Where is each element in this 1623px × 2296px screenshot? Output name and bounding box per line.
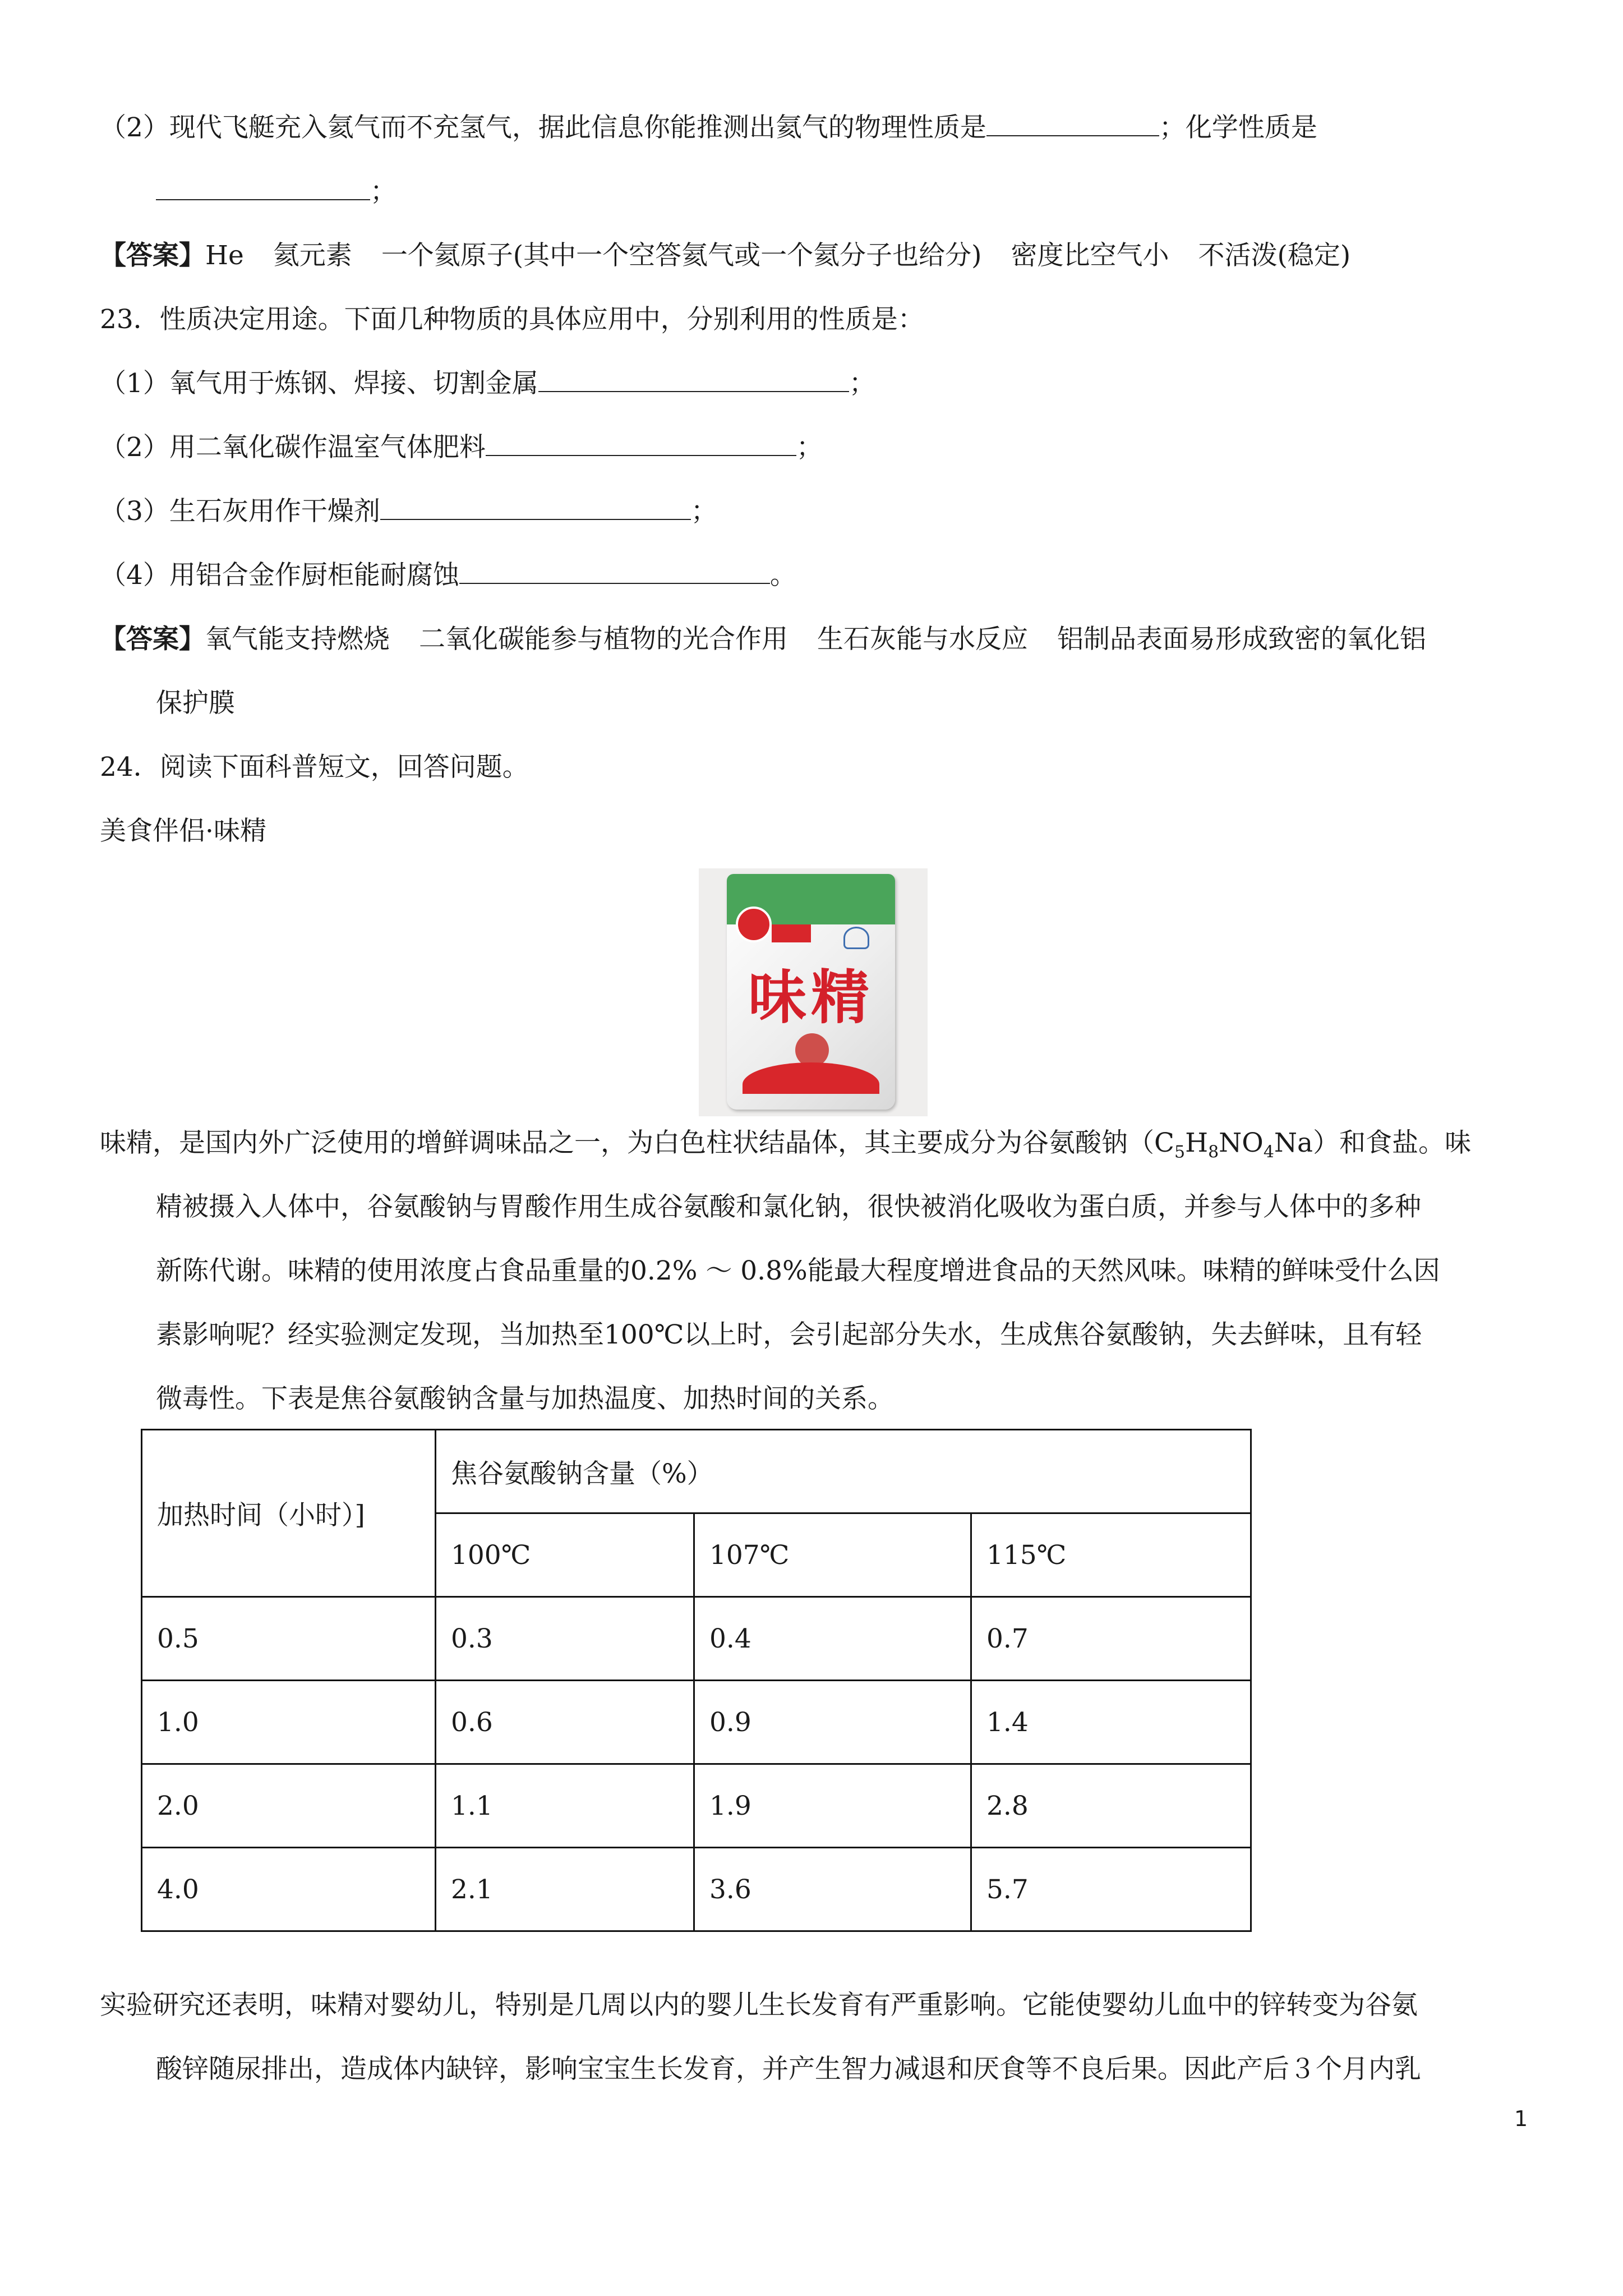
- value-cell: 0.9: [694, 1681, 971, 1764]
- bag-ribbon: [743, 1062, 879, 1094]
- para1-line5: 微毒性。下表是焦谷氨酸钠含量与加热温度、加热时间的关系。: [156, 1383, 894, 1414]
- table-row: [142, 1597, 1251, 1681]
- q22-answer: 【答案】He 氦元素 一个氦原子(其中一个空答氦气或一个氦分子也给分) 密度比空气小 不活泼(稳定): [100, 240, 1351, 271]
- bag-brand-mark: [772, 924, 811, 942]
- answer-blank[interactable]: [459, 560, 770, 584]
- para1-line1: 味精，是国内外广泛使用的增鲜调味品之一，为白色柱状结晶体，其主要成分为谷氨酸钠$(C_5H_8NO_4Na)$和食盐。味: [100, 1128, 1472, 1162]
- q22-part2-line2: ；: [156, 175, 396, 209]
- msg-bag-figure: [699, 868, 928, 1116]
- value-cell: 1.4: [971, 1681, 1251, 1764]
- value-cell: 1.1: [436, 1764, 694, 1848]
- page-number: 1: [1514, 2106, 1528, 2131]
- answer-tag: 【答案】: [100, 240, 205, 271]
- pyroglutamate-table: [141, 1429, 1252, 1932]
- bag-logo-icon: [736, 907, 772, 942]
- article-title: 美食伴侣·味精: [100, 816, 266, 846]
- answer-blank[interactable]: [538, 369, 849, 392]
- answer-blank[interactable]: [986, 113, 1159, 136]
- table-row: [142, 1848, 1251, 1931]
- q23-item-2: （2）用二氧化碳作温室气体肥料 ；: [100, 432, 823, 463]
- table-row: [142, 1764, 1251, 1848]
- value-cell: 1.9: [694, 1764, 971, 1848]
- q22-part2-line: （2）现代飞艇充入氦气而不充氢气，据此信息你能推测出氦气的物理性质是 ；化学性质是: [100, 112, 1317, 143]
- value-cell: 0.4: [694, 1597, 971, 1681]
- q23-answer-cont: 保护膜: [156, 688, 235, 719]
- para1-line2: 精被摄入人体中，谷氨酸钠与胃酸作用生成谷氨酸和氯化钠，很快被消化吸收为蛋白质，并参与人体中的多种: [156, 1191, 1421, 1222]
- para1-line3: 新陈代谢。味精的使用浓度占食品重量的0.2% ～ 0.8%能最大程度增进食品的天然风味。味精的鲜味受什么因: [156, 1255, 1440, 1286]
- answer-blank[interactable]: [380, 496, 691, 520]
- q23-item-3: （3）生石灰用作干燥剂 ；: [100, 496, 717, 527]
- time-cell: 2.0: [142, 1764, 436, 1848]
- temp-header: 100℃: [436, 1513, 694, 1597]
- value-cell: 0.3: [436, 1597, 694, 1681]
- time-cell: 4.0: [142, 1848, 436, 1931]
- value-cell: 3.6: [694, 1848, 971, 1931]
- msg-bag-image: [727, 874, 895, 1110]
- answer-blank[interactable]: [156, 177, 370, 200]
- value-cell: 5.7: [971, 1848, 1251, 1931]
- group-header: 焦谷氨酸钠含量（%）: [436, 1430, 1251, 1513]
- row-header: 加热时间（小时）]: [142, 1430, 436, 1597]
- value-cell: 0.6: [436, 1681, 694, 1764]
- value-cell: 0.7: [971, 1597, 1251, 1681]
- time-cell: 1.0: [142, 1681, 436, 1764]
- q23-answer: 【答案】氧气能支持燃烧 二氧化碳能参与植物的光合作用 生石灰能与水反应 铝制品表面易形成致密的氧化铝: [100, 624, 1426, 655]
- bag-seal-icon: [843, 927, 869, 949]
- value-cell: 2.8: [971, 1764, 1251, 1848]
- temp-header: 115℃: [971, 1513, 1251, 1597]
- bag-label: 味精: [748, 963, 874, 1032]
- q24-stem: 24．阅读下面科普短文，回答问题。: [100, 752, 529, 783]
- q23-item-1: （1）氧气用于炼钢、焊接、切割金属 ；: [100, 368, 875, 399]
- para1-line4: 素影响呢？经实验测定发现，当加热至100℃以上时，会引起部分失水，生成焦谷氨酸钠，失去鲜味，且有轻: [156, 1319, 1422, 1350]
- q23-item-4: （4）用铝合金作厨柜能耐腐蚀 。: [100, 560, 796, 591]
- rooster-icon: [795, 1033, 829, 1067]
- time-cell: 0.5: [142, 1597, 436, 1681]
- value-cell: 2.1: [436, 1848, 694, 1931]
- table-row: [142, 1681, 1251, 1764]
- para2-line1: 实验研究还表明，味精对婴幼儿，特别是几周以内的婴儿生长发育有严重影响。它能使婴幼儿血中的锌转变为谷氨: [100, 1990, 1418, 2021]
- answer-blank[interactable]: [486, 432, 796, 456]
- answer-tag: 【答案】: [100, 624, 205, 655]
- q23-stem: 23．性质决定用途。下面几种物质的具体应用中，分别利用的性质是：: [100, 304, 924, 335]
- temp-header: 107℃: [694, 1513, 971, 1597]
- para2-line2: 酸锌随尿排出，造成体内缺锌，影响宝宝生长发育，并产生智力减退和厌食等不良后果。因此产后３个月内乳: [156, 2054, 1421, 2085]
